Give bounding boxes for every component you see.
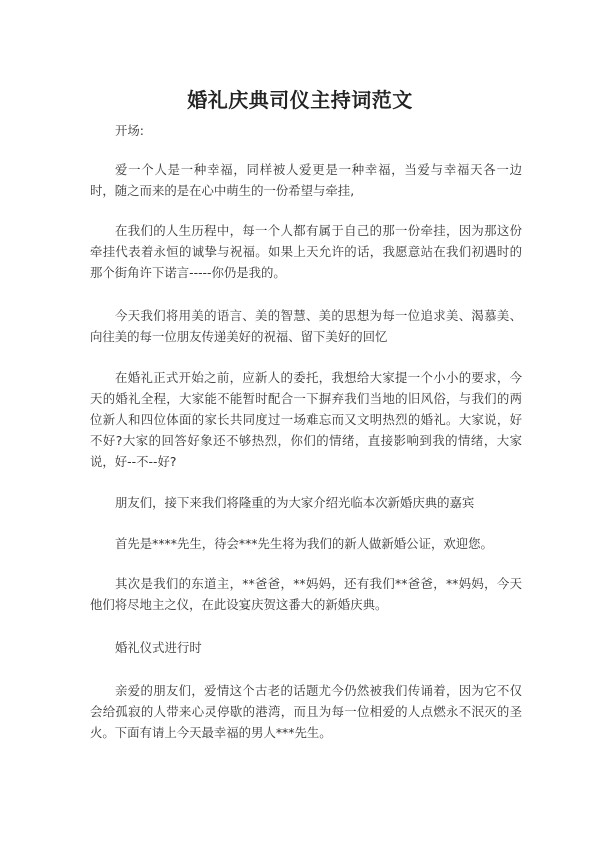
paragraph-6: 首先是****先生，待会***先生将为我们的新人做新婚公证，欢迎您。 xyxy=(115,536,493,551)
paragraph-5: 朋友们，接下来我们将隆重的为大家介绍光临本次新婚庆典的嘉宾 xyxy=(115,495,475,510)
paragraph-1: 爱一个人是一种幸福，同样被人爱更是一种幸福，当爱与幸福天各一边时，随之而来的是在心中萌生的一份希望与牵挂, xyxy=(90,162,522,198)
ceremony-heading: 婚礼仪式进行时 xyxy=(115,640,202,655)
paragraph-2: 在我们的人生历程中，每一个人都有属于自己的那一份牵挂，因为那这份牵挂代表着永恒的诚挚与祝福。如果上天允许的话，我愿意站在我们初遇时的那个街角许下诺言-----你仍是我的。 xyxy=(90,223,522,280)
opening-heading: 开场: xyxy=(115,123,144,138)
paragraph-9: 亲爱的朋友们，爱情这个古老的话题尤今仍然被我们传诵着，因为它不仅会给孤寂的人带来心灵停歇的港湾，而且为每一位相爱的人点燃永不泯灭的圣火。下面有请上今天最幸福的男人***先生。 xyxy=(90,683,522,740)
paragraph-3: 今天我们将用美的语言、美的智慧、美的思想为每一位追求美、渴慕美、向往美的每一位朋友传递美好的祝福、留下美好的回忆 xyxy=(90,308,522,344)
paragraph-4: 在婚礼正式开始之前，应新人的委托，我想给大家提一个小小的要求，今天的婚礼全程，大家能不能暂时配合一下摒弃我们当地的旧风俗，与我们的两位新人和四位体面的家长共同度过一场难忘而又文明热烈的婚礼。大家说，好不好?大家的回答好象还不够热烈，你们的情绪，直接影响到我的情绪，大家说，好--不--好? xyxy=(90,370,522,469)
document-title: 婚礼庆典司仪主持词范文 xyxy=(187,88,413,112)
paragraph-7: 其次是我们的东道主，**爸爸，**妈妈，还有我们**爸爸，**妈妈，今天他们将尽地主之仪，在此设宴庆贺这番大的新婚庆典。 xyxy=(90,576,522,612)
